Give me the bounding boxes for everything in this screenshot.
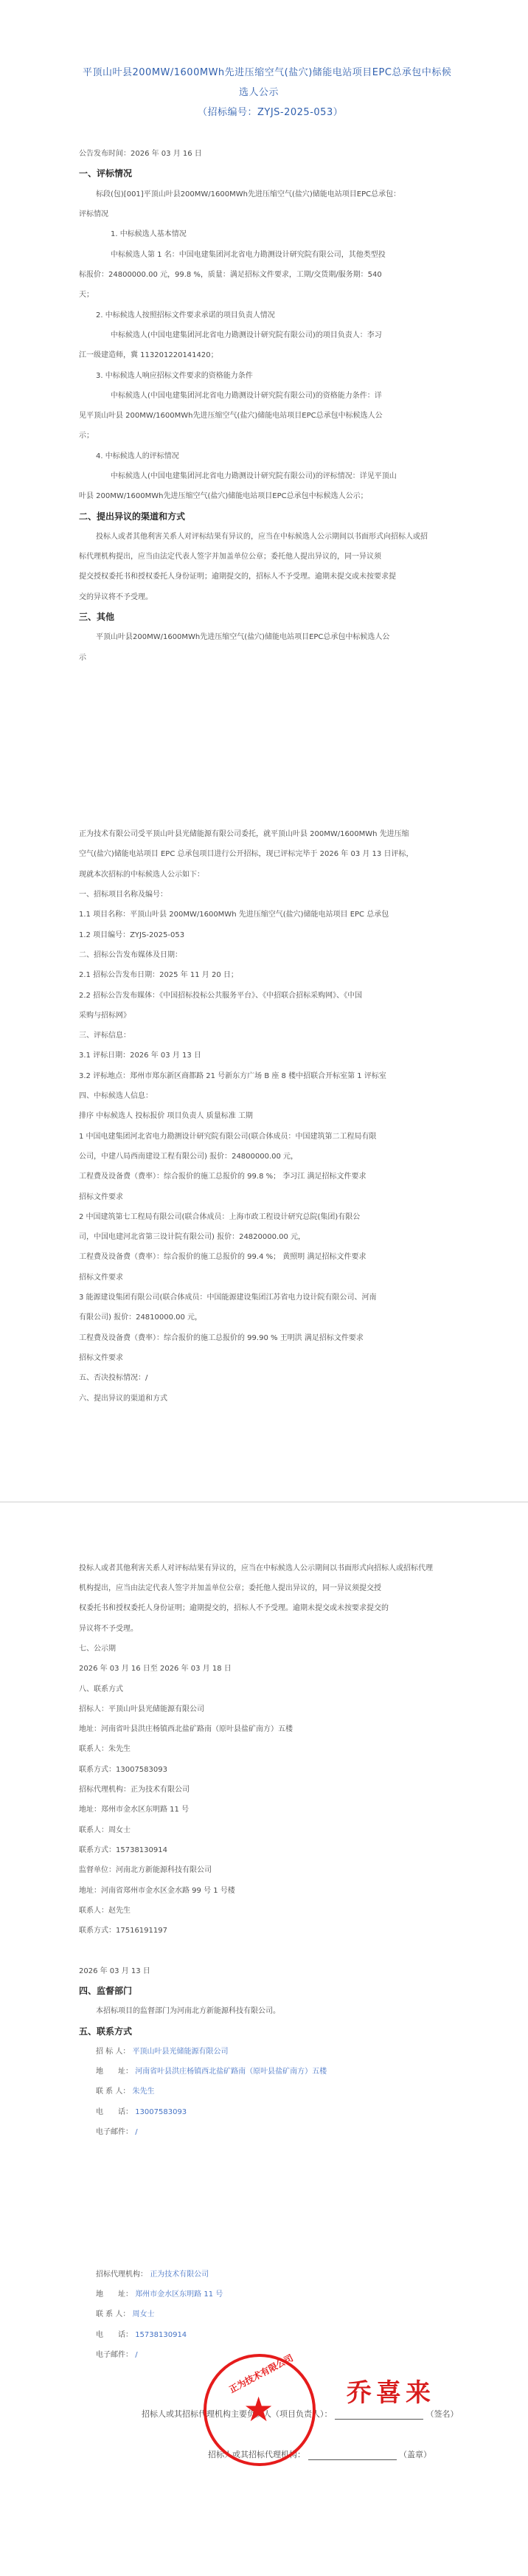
notice-publish-media-1: 2.2 招标公告发布媒体：《中国招标投标公共服务平台》、《中招联合招标采购网》、《中国 — [79, 992, 363, 1000]
contact-supervisor: 监督单位：河南北方新能源科技有限公司 — [79, 1866, 212, 1874]
objection-body-2: 机构提出，应当由法定代表人签字并加盖单位公章；委托他人提出异议的，同一异议须提交授 — [79, 1584, 381, 1592]
section-2-heading: 二、提出异议的渠道和方式 — [79, 511, 186, 522]
publicity-period-dates: 2026 年 03 月 16 日至 2026 年 03 月 18 日 — [79, 1665, 232, 1673]
notice-project-name: 1.1 项目名称：平顶山叶县 200MW/1600MWh 先进压缩空气(盐穴)储能电站项目 EPC 总承包 — [79, 911, 389, 919]
value-tenderer: 平顶山叶县光储能源有限公司 — [132, 2048, 229, 2056]
section-3-heading: 三、其他 — [79, 612, 115, 622]
notice-section-3: 三、评标信息： — [79, 1032, 131, 1040]
section-1-heading: 一、评标情况 — [79, 168, 133, 179]
contact-agency-person: 联系人：周女士 — [79, 1826, 131, 1834]
seal-star-icon: ★ — [243, 2389, 274, 2429]
contact-row-address — [96, 2065, 327, 2076]
doc-title-line-2: 选人公示 — [239, 87, 279, 98]
notice-intro-1: 正为技术有限公司受平顶山叶县光储能源有限公司委托，就平顶山叶县 200MW/1600MWh 先进压缩 — [79, 830, 409, 838]
section-2-body-3: 提交授权委托书和授权委托人身份证明；逾期提交的，招标人不予受理。逾期未提交或未按要求提 — [79, 573, 396, 581]
candidate-1-line-3: 天； — [79, 291, 94, 299]
section-1-intro-1: 标段(包)[001]平顶山叶县200MW/1600MWh先进压缩空气(盐穴)储能电站项目EPC总承包： — [96, 190, 401, 198]
item-1-heading: 1. 中标候选人基本情况 — [111, 230, 187, 238]
notice-section-5: 五、否决投标情况：/ — [79, 1374, 148, 1382]
value-address: 河南省叶县洪庄杨镇西北盐矿路南（原叶县盐矿南方）五楼 — [135, 2068, 327, 2076]
section-2-body-2: 标代理机构提出，应当由法定代表人签字并加盖单位公章；委托他人提出异议的，同一异议须 — [79, 553, 381, 561]
item-2-body-1: 中标候选人(中国电建集团河北省电力勘测设计研究院有限公司)的项目负责人：李习 — [111, 331, 382, 339]
notice-publish-date: 2.1 招标公告发布日期：2025 年 11 月 20 日； — [79, 971, 238, 979]
label-address: 地 址： — [96, 2068, 133, 2076]
handwritten-signature: 乔喜来 — [347, 2378, 435, 2408]
section-3-body-1: 平顶山叶县200MW/1600MWh先进压缩空气(盐穴)储能电站项目EPC总承包中标候选人公 — [96, 633, 390, 641]
label-agency-phone: 电 话： — [96, 2331, 133, 2339]
agency-row-phone — [96, 2328, 187, 2339]
contact-tenderer-person: 联系人：朱先生 — [79, 1745, 131, 1753]
signature-line-2-label: 招标人或其招标代理机构： — [208, 2450, 305, 2459]
agency-row-address — [96, 2287, 223, 2299]
candidate-row-1-line-2: 公司，中建八局西南建设工程有限公司) 报价：24800000.00 元， — [79, 1153, 299, 1161]
candidate-row-2-line-3: 工程费及设备费（费率）：综合报价的施工总报价的 99.4 %； 黄照明 满足招标文件要求 — [79, 1253, 367, 1261]
doc-title-line-1: 平顶山叶县200MW/1600MWh先进压缩空气(盐穴)储能电站项目EPC总承包中标候 — [83, 67, 452, 78]
label-tenderer: 招 标 人： — [96, 2048, 131, 2056]
contact-supervisor-phone: 联系方式：17516191197 — [79, 1927, 167, 1935]
value-agency-address: 郑州市金水区东明路 11 号 — [135, 2290, 223, 2299]
objection-body-4: 异议将不予受理。 — [79, 1625, 138, 1633]
label-contact-person: 联 系 人： — [96, 2088, 131, 2096]
item-3-heading: 3. 中标候选人响应招标文件要求的资格能力条件 — [96, 372, 253, 380]
seal-text: 正为技术有限公司 — [227, 2352, 295, 2395]
notice-section-4: 四、中标候选人信息： — [79, 1092, 153, 1100]
notice-intro-2: 空气(盐穴)储能电站项目 EPC 总承包项目进行公开招标，现已评标完毕于 2026 年 03 月 13 日评标， — [79, 850, 414, 858]
section-1-intro-2: 评标情况 — [79, 210, 108, 218]
candidate-row-1-line-3: 工程费及设备费（费率）：综合报价的施工总报价的 99.8 %； 李习江 满足招标文件要求 — [79, 1173, 367, 1181]
notice-eval-date: 3.1 评标日期：2026 年 03 月 13 日 — [79, 1052, 201, 1060]
candidate-row-2-line-2: 司，中国电建河北省第三设计院有限公司) 报价：24820000.00 元， — [79, 1233, 306, 1241]
company-seal — [204, 2354, 316, 2466]
value-agency-phone: 15738130914 — [135, 2331, 187, 2339]
value-agency-email: / — [135, 2351, 138, 2359]
candidate-1-line-1: 中标候选人第 1 名：中国电建集团河北省电力勘测设计研究院有限公司，其他类型投 — [111, 251, 386, 259]
agency-row-name — [96, 2268, 209, 2279]
objection-body-1: 投标人或者其他利害关系人对评标结果有异议的，应当在中标候选人公示期间以书面形式向招标人或招标代理 — [79, 1564, 433, 1572]
value-agency: 正为技术有限公司 — [150, 2271, 209, 2279]
signature-line-1-blank — [335, 2410, 423, 2420]
candidate-row-3-line-2: 有限公司) 报价：24810000.00 元， — [79, 1313, 203, 1322]
item-3-body-2: 见平顶山叶县 200MW/1600MWh先进压缩空气(盐穴)储能电站项目EPC总承包中标候选人公 — [79, 412, 383, 420]
label-agency: 招标代理机构： — [96, 2271, 147, 2279]
contact-supervisor-person: 联系人：赵先生 — [79, 1907, 131, 1915]
candidate-row-2-line-4: 招标文件要求 — [79, 1274, 123, 1282]
notice-project-number: 1.2 项目编号：ZYJS-2025-053 — [79, 931, 185, 939]
item-4-heading: 4. 中标候选人的评标情况 — [96, 452, 179, 460]
notice-eval-location: 3.2 评标地点：郑州市郑东新区商都路 21 号新东方广场 B 座 8 楼中招联合开标室第 1 评标室 — [79, 1072, 386, 1080]
candidate-1-line-2: 标报价：24800000.00 元，99.8 %，质量：满足招标文件要求，工期/交货期/服务期：540 — [79, 271, 382, 279]
value-contact-person: 朱先生 — [132, 2088, 155, 2096]
publicity-period-heading: 七、公示期 — [79, 1645, 116, 1653]
value-agency-contact: 周女士 — [132, 2310, 155, 2318]
contact-heading: 八、联系方式 — [79, 1685, 123, 1693]
agency-row-person — [96, 2307, 155, 2318]
label-email: 电子邮件： — [96, 2128, 133, 2136]
notice-date: 2026 年 03 月 13 日 — [79, 1967, 150, 1975]
value-email: / — [135, 2128, 138, 2136]
signature-line-1-suffix: （签名） — [425, 2409, 459, 2419]
signature-line-2-blank — [308, 2451, 397, 2460]
label-phone: 电 话： — [96, 2108, 133, 2116]
signature-line-2-suffix: （盖章） — [399, 2450, 431, 2459]
label-agency-contact: 联 系 人： — [96, 2310, 131, 2318]
objection-body-3: 权委托书和授权委托人身份证明；逾期提交的，招标人不予受理。逾期未提交或未按要求提交的 — [79, 1604, 389, 1612]
section-4-heading: 四、监督部门 — [79, 1986, 133, 1996]
item-3-body-3: 示； — [79, 432, 94, 440]
contact-agency-phone: 联系方式：15738130914 — [79, 1846, 167, 1854]
contact-tenderer: 招标人：平顶山叶县光储能源有限公司 — [79, 1705, 204, 1713]
agency-row-email — [96, 2348, 138, 2359]
contact-row-person — [96, 2085, 155, 2096]
notice-section-6: 六、提出异议的渠道和方式 — [79, 1395, 167, 1403]
section-3-body-2: 示 — [79, 654, 86, 662]
candidate-table-header: 排序 中标候选人 投标报价 项目负责人 质量标准 工期 — [79, 1112, 253, 1120]
candidate-row-3-line-3: 工程费及设备费（费率）：综合报价的施工总报价的 99.90 % 王明洪 满足招标文件要求 — [79, 1334, 364, 1342]
item-4-body-1: 中标候选人(中国电建集团河北省电力勘测设计研究院有限公司)的评标情况：详见平顶山 — [111, 472, 397, 480]
contact-tenderer-address: 地址：河南省叶县洪庄杨镇西北盐矿路南（原叶县盐矿南方）五楼 — [79, 1725, 293, 1733]
contact-agency-address: 地址：郑州市金水区东明路 11 号 — [79, 1806, 190, 1814]
notice-section-2: 二、招标公告发布媒体及日期： — [79, 951, 182, 959]
item-2-heading: 2. 中标候选人按照招标文件要求承诺的项目负责人情况 — [96, 311, 275, 320]
contact-row-email — [96, 2125, 138, 2136]
contact-supervisor-address: 地址：河南省郑州市金水区金水路 99 号 1 号楼 — [79, 1887, 235, 1895]
signature-line-1-label: 招标人或其招标代理机构主要负责人（项目负责人）： — [142, 2409, 333, 2419]
contact-agency: 招标代理机构：正为技术有限公司 — [79, 1786, 190, 1794]
label-agency-address: 地 址： — [96, 2290, 133, 2299]
section-4-body: 本招标项目的监督部门为河南北方新能源科技有限公司。 — [96, 2007, 280, 2015]
contact-row-tenderer — [96, 2045, 229, 2056]
value-phone: 13007583093 — [135, 2108, 187, 2116]
candidate-row-1-line-4: 招标文件要求 — [79, 1193, 123, 1201]
item-4-body-2: 叶县 200MW/1600MWh先进压缩空气(盐穴)储能电站项目EPC总承包中标候选人公示； — [79, 492, 368, 500]
candidate-row-3-line-1: 3 能源建设集团有限公司(联合体成员：中国能源建设集团江苏省电力设计院有限公司、河南 — [79, 1294, 377, 1302]
bid-number: （招标编号：ZYJS-2025-053） — [198, 107, 344, 118]
contact-row-phone — [96, 2105, 187, 2116]
candidate-row-2-line-1: 2 中国建筑第七工程局有限公司(联合体成员：上海市政工程设计研究总院(集团)有限公 — [79, 1213, 361, 1221]
section-2-body-1: 投标人或者其他利害关系人对评标结果有异议的，应当在中标候选人公示期间以书面形式向招标人或招 — [96, 533, 428, 541]
candidate-row-3-line-4: 招标文件要求 — [79, 1354, 123, 1362]
item-3-body-1: 中标候选人(中国电建集团河北省电力勘测设计研究院有限公司)的资格能力条件：详 — [111, 392, 382, 400]
section-5-heading: 五、联系方式 — [79, 2026, 133, 2037]
notice-intro-3: 现就本次招标的中标候选人公示如下： — [79, 871, 204, 879]
publish-date: 公告发布时间：2026 年 03 月 16 日 — [79, 150, 202, 158]
section-2-body-4: 交的异议将不予受理。 — [79, 593, 153, 601]
contact-tenderer-phone: 联系方式：13007583093 — [79, 1766, 167, 1774]
candidate-row-1-line-1: 1 中国电建集团河北省电力勘测设计研究院有限公司(联合体成员：中国建筑第二工程局有限 — [79, 1133, 377, 1141]
item-2-body-2: 江一级建造师，冀 113201220141420； — [79, 351, 218, 359]
notice-section-1: 一、招标项目名称及编号： — [79, 891, 167, 899]
label-agency-email: 电子邮件： — [96, 2351, 133, 2359]
notice-publish-media-2: 采购与招标网》 — [79, 1012, 131, 1020]
